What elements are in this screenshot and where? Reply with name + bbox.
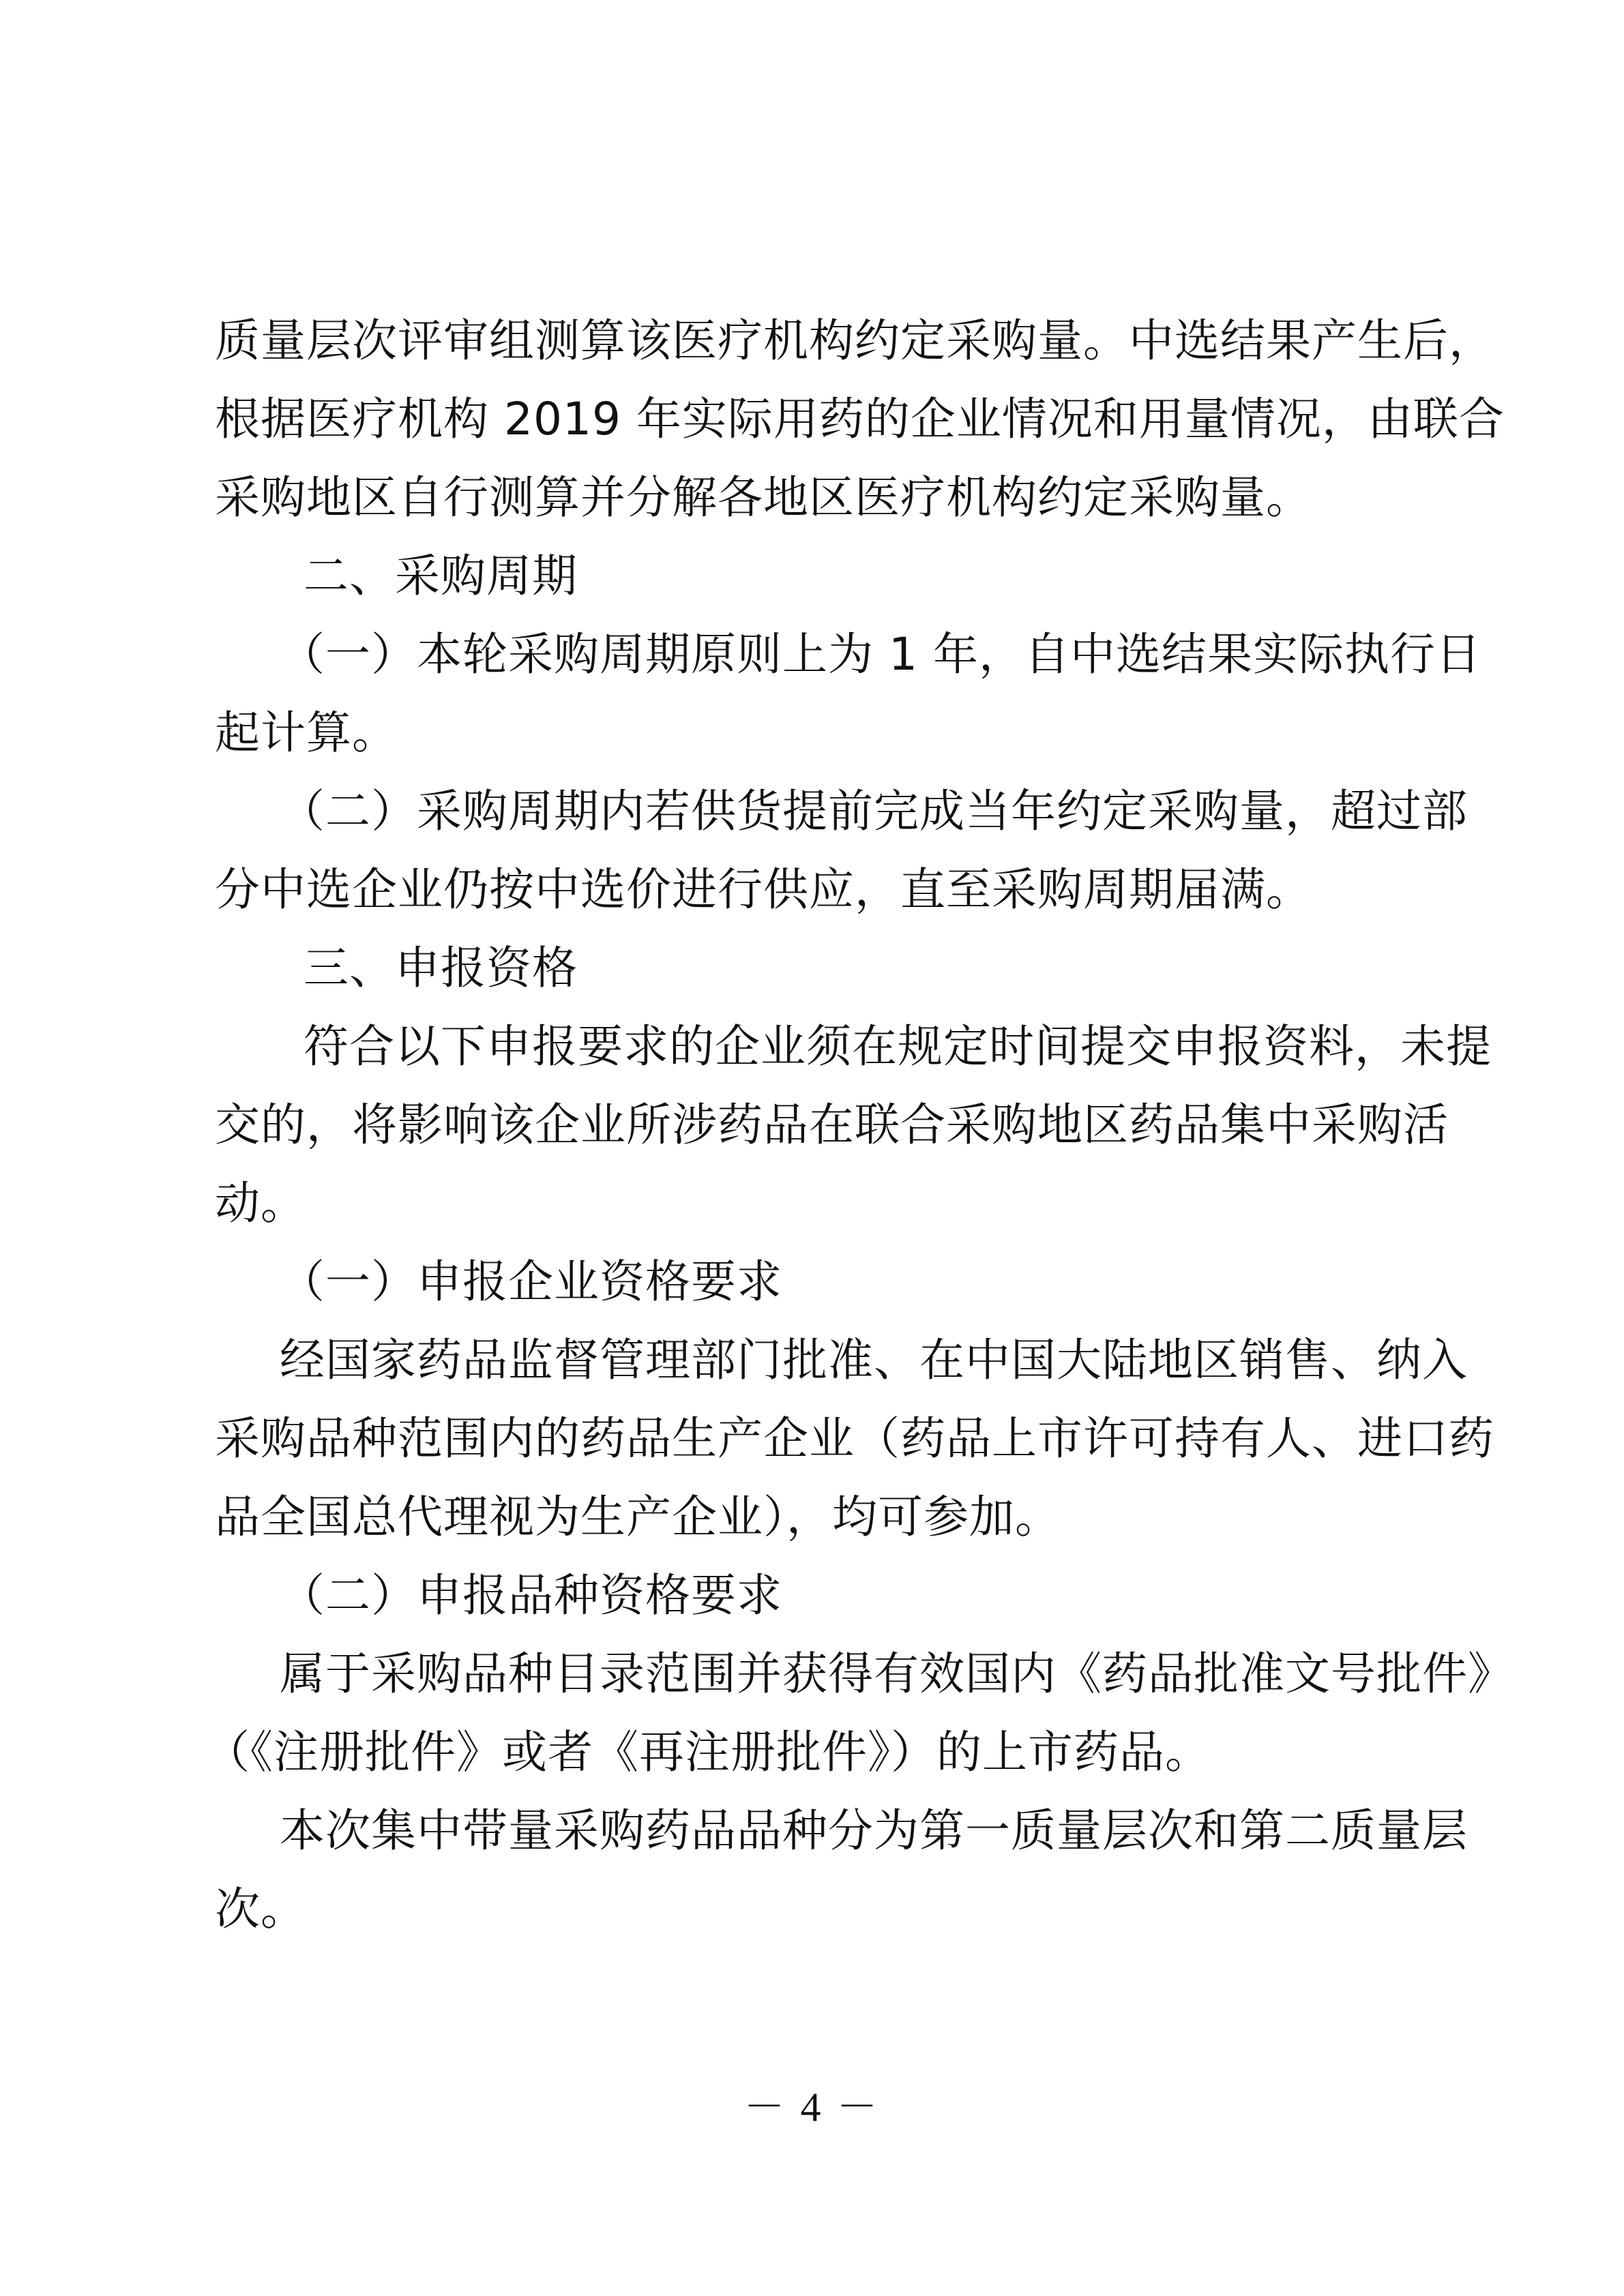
body-text-line: （《注册批件》或者《再注册批件》）的上市药品。 — [205, 1726, 1211, 1778]
body-text-line: 次。 — [215, 1883, 306, 1935]
body-text-line: 经国家药品监督管理部门批准、在中国大陆地区销售、纳入 — [280, 1334, 1468, 1386]
page-number: － 4 － — [743, 2085, 881, 2130]
subsection-heading: （一）申报企业资格要求 — [280, 1255, 782, 1308]
body-text-line: 根据医疗机构 2019 年实际用药的企业情况和用量情况，由联合 — [215, 393, 1505, 445]
body-text-line: 本次集中带量采购药品品种分为第一质量层次和第二质量层 — [280, 1804, 1468, 1857]
body-text-line: 属于采购品种目录范围并获得有效国内《药品批准文号批件》 — [280, 1648, 1514, 1700]
section-heading: 三、申报资格 — [304, 942, 578, 994]
body-text-line: 起计算。 — [215, 706, 398, 759]
section-heading: 二、采购周期 — [304, 550, 578, 602]
subsection-heading: （二）申报品种资格要求 — [280, 1569, 782, 1622]
body-text-line: 动。 — [215, 1177, 306, 1229]
body-text-line: 符合以下申报要求的企业须在规定时间提交申报资料，未提 — [304, 1020, 1492, 1073]
body-text-line: 采购品种范围内的药品生产企业（药品上市许可持有人、进口药 — [215, 1412, 1494, 1465]
body-text-line: （一）本轮采购周期原则上为 1 年，自中选结果实际执行日 — [280, 628, 1481, 681]
body-text-line: （二）采购周期内若供货提前完成当年约定采购量，超过部 — [280, 785, 1468, 837]
body-text-line: 品全国总代理视为生产企业），均可参加。 — [215, 1491, 1061, 1543]
body-text-line: 交的，将影响该企业所涉药品在联合采购地区药品集中采购活 — [215, 1099, 1449, 1151]
body-text-line: 采购地区自行测算并分解各地区医疗机构约定采购量。 — [215, 471, 1312, 524]
body-text-line: 质量层次评审组测算该医疗机构约定采购量。中选结果产生后， — [215, 314, 1494, 367]
body-text-line: 分中选企业仍按中选价进行供应，直至采购周期届满。 — [215, 863, 1312, 916]
